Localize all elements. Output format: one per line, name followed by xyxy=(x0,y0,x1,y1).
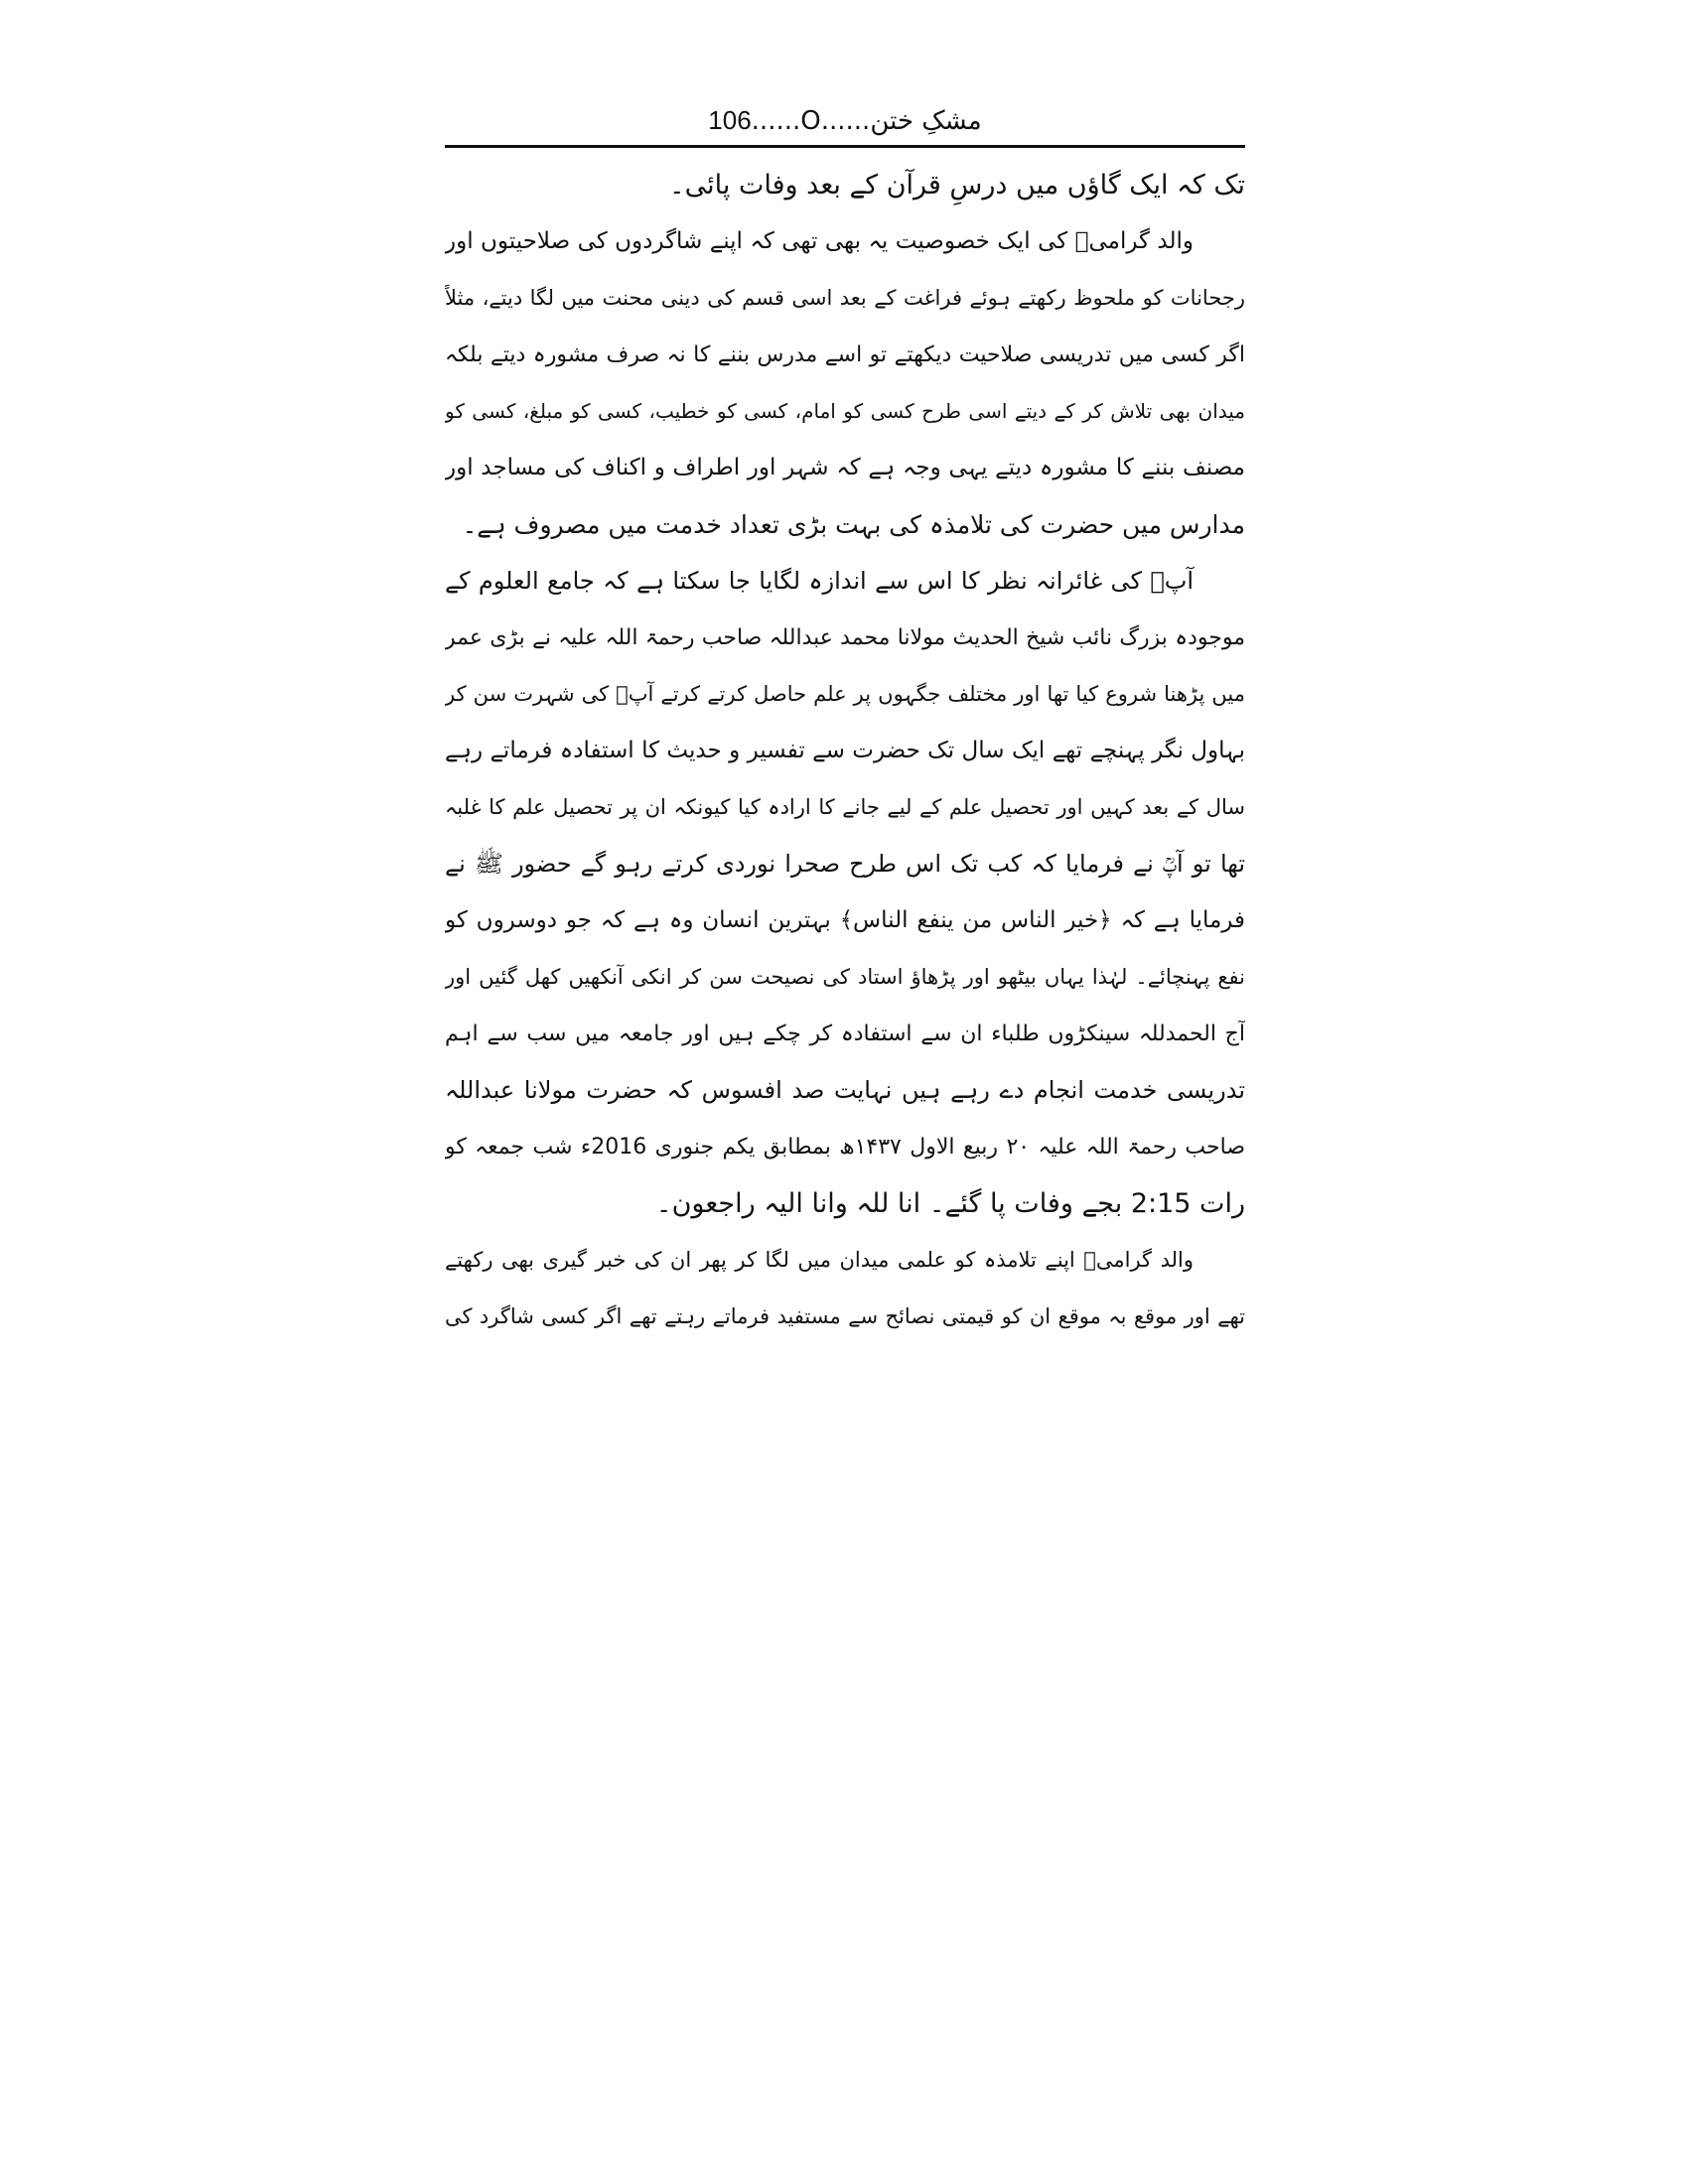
book-title: مشکِ ختن xyxy=(870,106,982,136)
text-line-3: رجحانات کو ملحوظ رکھتے ہوئے فراغت کے بعد اسی قسم کی دینی محنت میں لگا دیتے، مثلاً xyxy=(445,286,1245,310)
page-header xyxy=(445,97,1245,143)
header-separator: ......O...... xyxy=(751,106,871,136)
text-line-9: موجودہ بزرگ نائب شیخ الحدیث مولانا محمد عبداللہ صاحب رحمۃ اللہ علیہ نے بڑی عمر xyxy=(445,625,1245,650)
text-line-19: رات 2:15 بجے وفات پا گئے۔ انا للہ وانا الیہ راجعون۔ xyxy=(655,1188,1245,1219)
text-line-10: میں پڑھنا شروع کیا تھا اور مختلف جگہوں پر علم حاصل کرتے کرتے آپؒ کی شہرت سن کر xyxy=(445,682,1245,706)
text-line-5: میدان بھی تلاش کر کے دیتے اسی طرح کسی کو امام، کسی کو خطیب، کسی کو مبلغ، کسی کو xyxy=(445,399,1245,423)
text-line-18: صاحب رحمۃ اللہ علیہ ۲۰ ربیع الاول ۱۴۳۷ھ بمطابق یکم جنوری 2016ء شب جمعہ کو xyxy=(445,1135,1245,1160)
text-line-4: اگر کسی میں تدریسی صلاحیت دیکھتے تو اسے مدرس بننے کا نہ صرف مشورہ دیتے بلکہ xyxy=(445,342,1245,367)
page-number: 106 xyxy=(708,105,752,135)
text-line-7: مدارس میں حضرت کی تلامذہ کی بہت بڑی تعداد خدمت میں مصروف ہے۔ xyxy=(462,510,1245,539)
text-line-15: نفع پہنچائے۔ لہٰذا یہاں بیٹھو اور پڑھاؤ استاد کی نصیحت سن کر انکی آنکھیں کھل گئیں اور xyxy=(445,965,1245,989)
text-line-11: بہاول نگر پہنچے تھے ایک سال تک حضرت سے تفسیر و حدیث کا استفادہ فرماتے رہے xyxy=(445,738,1245,763)
body-text xyxy=(445,157,1245,1345)
text-line-13: تھا تو آپؒ نے فرمایا کہ کب تک اس طرح صحرا نوردی کرتے رہو گے حضور ﷺ نے xyxy=(445,850,1245,878)
text-line-6: مصنف بننے کا مشورہ دیتے یہی وجہ ہے کہ شہر اور اطراف و اکناف کی مساجد اور xyxy=(445,455,1245,480)
text-line-21: تھے اور موقع بہ موقع ان کو قیمتی نصائح سے مستفید فرماتے رہتے تھے اگر کسی شاگرد کی xyxy=(445,1304,1245,1328)
text-line-2: والد گرامیؒ کی ایک خصوصیت یہ بھی تھی کہ اپنے شاگردوں کی صلاحیتوں اور xyxy=(445,228,1194,254)
text-line-16: آج الحمدللہ سینکڑوں طلباء ان سے استفادہ کر چکے ہیں اور جامعہ میں سب سے اہم xyxy=(445,1022,1245,1046)
text-line-14: فرمایا ہے کہ ﴿خیر الناس من ینفع الناس﴾ بہترین انسان وہ ہے کہ جو دوسروں کو xyxy=(445,907,1245,933)
text-line-12: سال کے بعد کہیں اور تحصیل علم کے لیے جانے کا ارادہ کیا کیونکہ ان پر تحصیل علم کا غلبہ xyxy=(445,795,1245,819)
header-rule xyxy=(445,145,1245,148)
text-line-17: تدریسی خدمت انجام دے رہے ہیں نہایت صد افسوس کہ حضرت مولانا عبداللہ xyxy=(445,1076,1245,1104)
text-line-20: والد گرامیؒ اپنے تلامذہ کو علمی میدان میں لگا کر پھر ان کی خبر گیری بھی رکھتے xyxy=(445,1248,1194,1272)
text-line-8: آپؒ کی غائرانہ نظر کا اس سے اندازہ لگایا جا سکتا ہے کہ جامع العلوم کے xyxy=(445,567,1194,595)
text-line-1: تک کہ ایک گاؤں میں درسِ قرآن کے بعد وفات پائی۔ xyxy=(668,170,1245,201)
